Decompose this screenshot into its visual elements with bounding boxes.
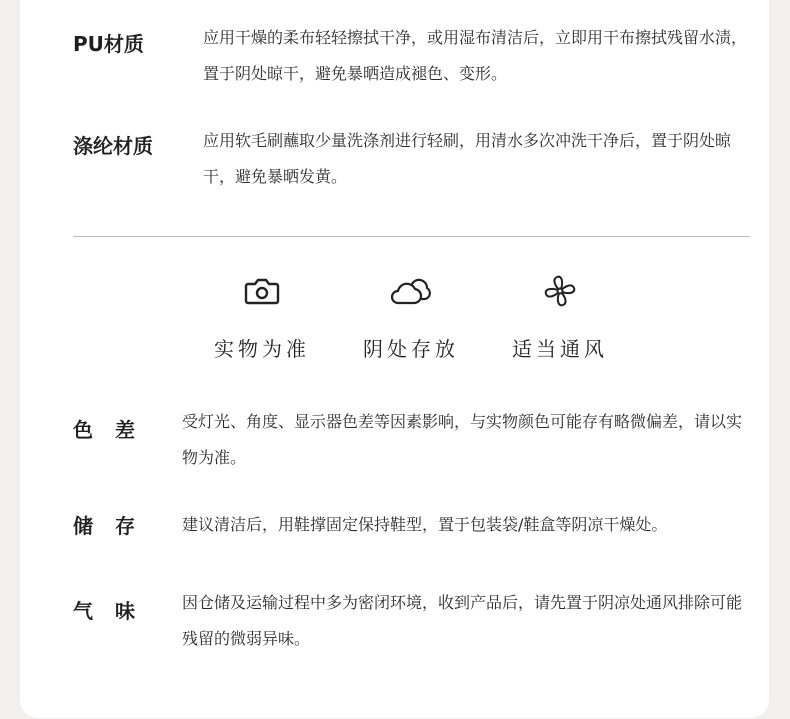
cloud-icon	[388, 272, 434, 310]
fan-icon	[541, 272, 579, 310]
feature-label-ventilation: 适当通风	[512, 337, 608, 361]
note-label-storage: 储存	[73, 514, 157, 538]
feature-real-item	[197, 272, 327, 362]
note-text-color-difference: 受灯光、角度、显示器色差等因素影响，与实物颜色可能存有略微偏差，请以实物为准。	[182, 412, 743, 467]
care-label-polyester: 涤纶材质	[73, 134, 153, 158]
note-label-color-difference: 色差	[73, 418, 157, 442]
feature-label-real-item: 实物为准	[214, 337, 310, 361]
note-text-storage: 建议清洁后，用鞋撑固定保持鞋型，置于包装袋/鞋盒等阴凉干燥处。	[182, 515, 668, 534]
care-label-pu: PU材质	[73, 32, 144, 56]
camera-icon	[243, 272, 281, 310]
feature-ventilation	[495, 272, 625, 362]
care-text-pu: 应用干燥的柔布轻轻擦拭干净，或用湿布清洁后，立即用干布擦拭残留水渍，置于阴处晾干，避免暴晒造成褪色、变形。	[203, 28, 748, 83]
care-text-polyester: 应用软毛刷蘸取少量洗涤剂进行轻刷，用清水多次冲洗干净后，置于阴处晾干，避免暴晒发黄。	[203, 131, 732, 186]
note-text-odor: 因仓储及运输过程中多为密闭环境，收到产品后，请先置于阴凉处通风排除可能残留的微弱异味。	[182, 593, 743, 648]
feature-shade-storage	[346, 272, 476, 362]
note-label-odor: 气味	[73, 599, 157, 623]
section-divider	[73, 236, 750, 237]
feature-label-shade-storage: 阴处存放	[363, 337, 459, 361]
